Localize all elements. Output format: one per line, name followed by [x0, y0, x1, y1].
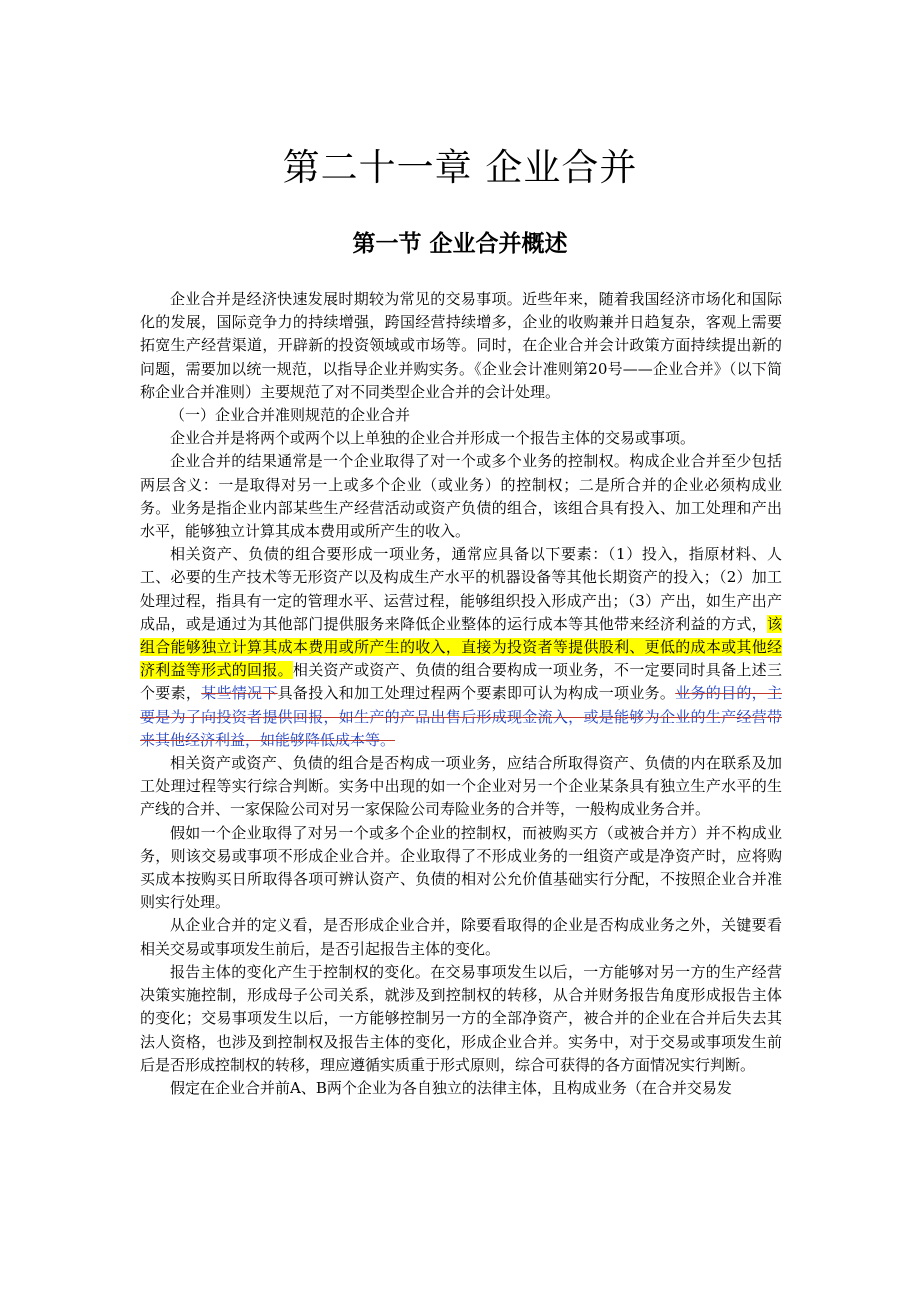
body-text — [140, 288, 782, 1100]
elements-text-c: 具备投入和加工处理过程两个要素即可认为构成一项业务。 — [277, 684, 676, 703]
highlighted-text: 该组合能够独立计算其成本费用或所产生的收入，直接为投资者等提供股利、更低的成本或其他经济利益等形式的回报。 — [140, 614, 782, 680]
section-title: 第一节 企业合并概述 — [352, 231, 568, 257]
paragraph-definition: 企业合并是将两个或两个以上单独的企业合并形成一个报告主体的交易或事项。 — [170, 429, 696, 448]
deleted-text-1: 某些情况下 — [201, 684, 278, 703]
paragraph-control: 企业合并的结果通常是一个企业取得了对一个或多个业务的控制权。构成企业合并至少包括两层含义：一是取得对另一上或多个企业（或业务）的控制权；二是所合并的企业必须构成业务。业务是指企业内部某些生产经营活动或资产负债的组合，该组合具有投入、加工处理和产出水平，能够独立计算其成本费用或所产生的收入。 — [140, 452, 782, 541]
elements-text-b: 相关资产或资产、负债的组合要构成一项业务，不一定要同时具备上述三个要素， — [140, 661, 782, 703]
paragraph-assumption: 假定在企业合并前A、B两个企业为各自独立的法律主体，且构成业务（在合并交易发 — [170, 1078, 732, 1097]
chapter-title: 第二十一章 企业合并 — [282, 146, 638, 189]
deleted-text-2: 业务的目的，主要是为了向投资者提供回报，如生产的产品出售后形成现金流入，或是能够为企业的生产经营带来其他经济利益，如能够降低成本等。 — [140, 684, 782, 749]
paragraph-intro: 企业合并是经济快速发展时期较为常见的交易事项。近些年来，随着我国经济市场化和国际化的发展，国际竞争力的持续增强，跨国经营持续增多，企业的收购兼并日趋复杂，客观上需要拓宽生产经营渠道，开辟新的投资领域或市场等。同时，在企业合并会计政策方面持续提出新的问题，需要加以统一规范，以指导企业并购实务。《企业会计准则第20号——企业合并》（以下简称企业合并准则）主要规范了对不同类型企业合并的会计处理。 — [140, 290, 782, 401]
paragraph-not-business: 假如一个企业取得了对另一个或多个企业的控制权，而被购买方（或被合并方）并不构成业务，则该交易或事项不形成企业合并。企业取得了不形成业务的一组资产或是净资产时，应将购买成本按购买日所取得各项可辨认资产、负债的相对公允价值基础实行分配，不按照企业合并准则实行处理。 — [140, 823, 782, 912]
elements-text-a: 相关资产、负债的组合要形成一项业务，通常应具备以下要素：（1）投入，指原材料、人工、必要的生产技术等无形资产以及构成生产水平的机器设备等其他长期资产的投入；（2）加工处理过程，指具有一定的管理水平、运营过程，能够组织投入形成产出；（3）产出，如生产出产成品，或是通过为其他部门提供服务来降低企业整体的运行成本等其他带来经济利益的方式， — [140, 545, 782, 633]
paragraph-elements — [140, 543, 782, 752]
paragraph-subheading: （一）企业合并准则规范的企业合并 — [170, 406, 411, 425]
paragraph-reporting-entity: 报告主体的变化产生于控制权的变化。在交易事项发生以后，一方能够对另一方的生产经营决策实施控制，形成母子公司关系，就涉及到控制权的转移，从合并财务报告角度形成报告主体的变化；交易事项发生以后，一方能够控制另一方的全部净资产，被合并的企业在合并后失去其法人资格，也涉及到控制权及报告主体的变化，形成企业合并。实务中，对于交易或事项发生前后是否形成控制权的转移，理应遵循实质重于形式原则，综合可获得的各方面情况实行判断。 — [140, 962, 782, 1074]
paragraph-judgement: 相关资产或资产、负债的组合是否构成一项业务，应结合所取得资产、负债的内在联系及加工处理过程等实行综合判断。实务中出现的如一个企业对另一个企业某条具有独立生产水平的生产线的合并、一家保险公司对另一家保险公司寿险业务的合并等，一般构成业务合并。 — [140, 754, 782, 819]
paragraph-definition-view: 从企业合并的定义看，是否形成企业合并，除要看取得的企业是否构成业务之外，关键要看相关交易或事项发生前后，是否引起报告主体的变化。 — [140, 916, 782, 958]
